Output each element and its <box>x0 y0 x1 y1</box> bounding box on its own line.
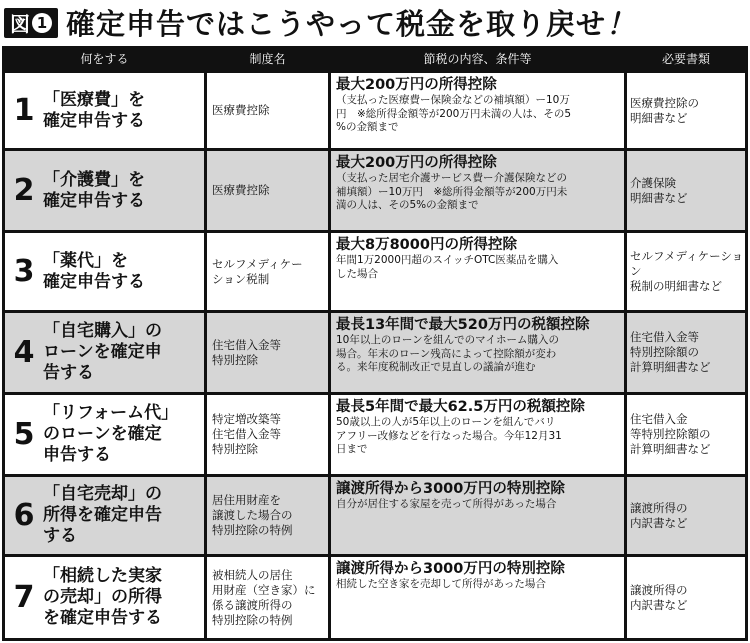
details-body: （支払った居宅介護サービス費ー介護保険などの 補填額）ー10万円 ※総所得金額等が200万円未 満の人は、その5%の金額まで <box>336 172 568 211</box>
action-text: 「介護費」を 確定申告する <box>43 169 145 211</box>
action-cell <box>5 151 204 230</box>
page-title-exclamation: ！ <box>606 7 637 41</box>
table-row <box>2 148 748 230</box>
action-cell <box>5 73 204 148</box>
header-system: 制度名 <box>249 51 286 66</box>
system-cell: 特定増改築等 住宅借入金等 特別控除 <box>207 395 328 474</box>
action-text: 「相続した実家 の売却」の所得 を確定申告する <box>43 566 162 628</box>
action-text: 「自宅購入」の ローンを確定申 告する <box>43 321 162 383</box>
system-cell: 居住用財産を 譲渡した場合の 特別控除の特例 <box>207 477 328 554</box>
details-body: 10年以上のローンを組んでのマイホーム購入の 場合。年末のローン残高によって控除額が変わ る。来年度税制改正で見直しの議論が進む <box>336 334 559 373</box>
details-body: （支払った医療費ー保険金などの補填額）ー10万 円 ※総所得金額等が200万円未満の人は、その5 %の金額まで <box>336 94 572 133</box>
figure-number: 1 <box>32 13 52 33</box>
details-heading: 最大200万円の所得控除 <box>336 155 497 171</box>
row-number: 6 <box>13 498 35 533</box>
details-heading: 譲渡所得から3000万円の特別控除 <box>336 561 565 577</box>
action-cell <box>5 557 204 638</box>
action-text: 「薬代」を 確定申告する <box>43 250 145 292</box>
details-cell <box>331 313 624 392</box>
action-cell <box>5 313 204 392</box>
system-cell: 被相続人の居住 用財産（空き家）に 係る譲渡所得の 特別控除の特例 <box>207 557 328 638</box>
documents-cell: セルフメディケーション 税制の明細書など <box>627 233 745 310</box>
tax-table <box>2 46 748 641</box>
system-cell: 医療費控除 <box>207 73 328 148</box>
action-text: 「自宅売却」の 所得を確定申告 する <box>43 484 162 546</box>
action-cell <box>5 233 204 310</box>
action-cell <box>5 477 204 554</box>
row-number: 3 <box>13 254 35 289</box>
action-cell <box>5 395 204 474</box>
page-title-text: 確定申告ではこうやって税金を取り戻せ <box>66 7 607 41</box>
details-heading: 最大200万円の所得控除 <box>336 77 497 93</box>
details-body: 自分が居住する家屋を売って所得があった場合 <box>336 498 557 510</box>
title-bar <box>0 0 750 45</box>
row-number: 4 <box>13 335 35 370</box>
row-number: 2 <box>13 173 35 208</box>
row-number: 5 <box>13 417 35 452</box>
table-header <box>2 46 748 70</box>
documents-cell: 譲渡所得の 内訳書など <box>627 557 745 638</box>
details-cell <box>331 477 624 554</box>
details-cell <box>331 151 624 230</box>
documents-cell: 譲渡所得の 内訳書など <box>627 477 745 554</box>
table-row <box>2 70 748 148</box>
header-details: 節税の内容、条件等 <box>423 51 532 66</box>
row-number: 7 <box>13 580 35 615</box>
details-heading: 最長5年間で最大62.5万円の税額控除 <box>336 399 585 415</box>
header-documents: 必要書類 <box>661 51 710 66</box>
figure-prefix: 図 <box>10 12 30 36</box>
page-title <box>66 2 636 43</box>
system-cell: 住宅借入金等 特別控除 <box>207 313 328 392</box>
row-number: 1 <box>13 93 35 128</box>
documents-cell: 医療費控除の 明細書など <box>627 73 745 148</box>
details-body: 相続した空き家を売却して所得があった場合 <box>336 578 546 590</box>
system-cell: 医療費控除 <box>207 151 328 230</box>
details-cell <box>331 557 624 638</box>
details-cell <box>331 73 624 148</box>
system-cell: セルフメディケー ション税制 <box>207 233 328 310</box>
details-heading: 最大8万8000円の所得控除 <box>336 237 517 253</box>
action-text: 「リフォーム代」 のローンを確定 申告する <box>43 403 179 465</box>
header-action: 何をする <box>80 51 129 66</box>
details-cell <box>331 233 624 310</box>
details-body: 50歳以上の人が5年以上のローンを組んでバリ アフリー改修などを行なった場合。今年12月31 日まで <box>336 416 562 455</box>
details-heading: 最長13年間で最大520万円の税額控除 <box>336 317 590 333</box>
table-row <box>2 554 748 641</box>
table-row <box>2 310 748 392</box>
documents-cell: 住宅借入金等 特別控除額の 計算明細書など <box>627 313 745 392</box>
documents-cell: 介護保険 明細書など <box>627 151 745 230</box>
details-body: 年間1万2000円超のスイッチOTC医薬品を購入 した場合 <box>336 254 559 280</box>
details-heading: 譲渡所得から3000万円の特別控除 <box>336 481 565 497</box>
documents-cell: 住宅借入金 等特別控除額の 計算明細書など <box>627 395 745 474</box>
details-cell <box>331 395 624 474</box>
table-row <box>2 474 748 554</box>
action-text: 「医療費」を 確定申告する <box>43 89 145 131</box>
figure-label <box>4 8 58 38</box>
table-row <box>2 392 748 474</box>
table-row <box>2 230 748 310</box>
